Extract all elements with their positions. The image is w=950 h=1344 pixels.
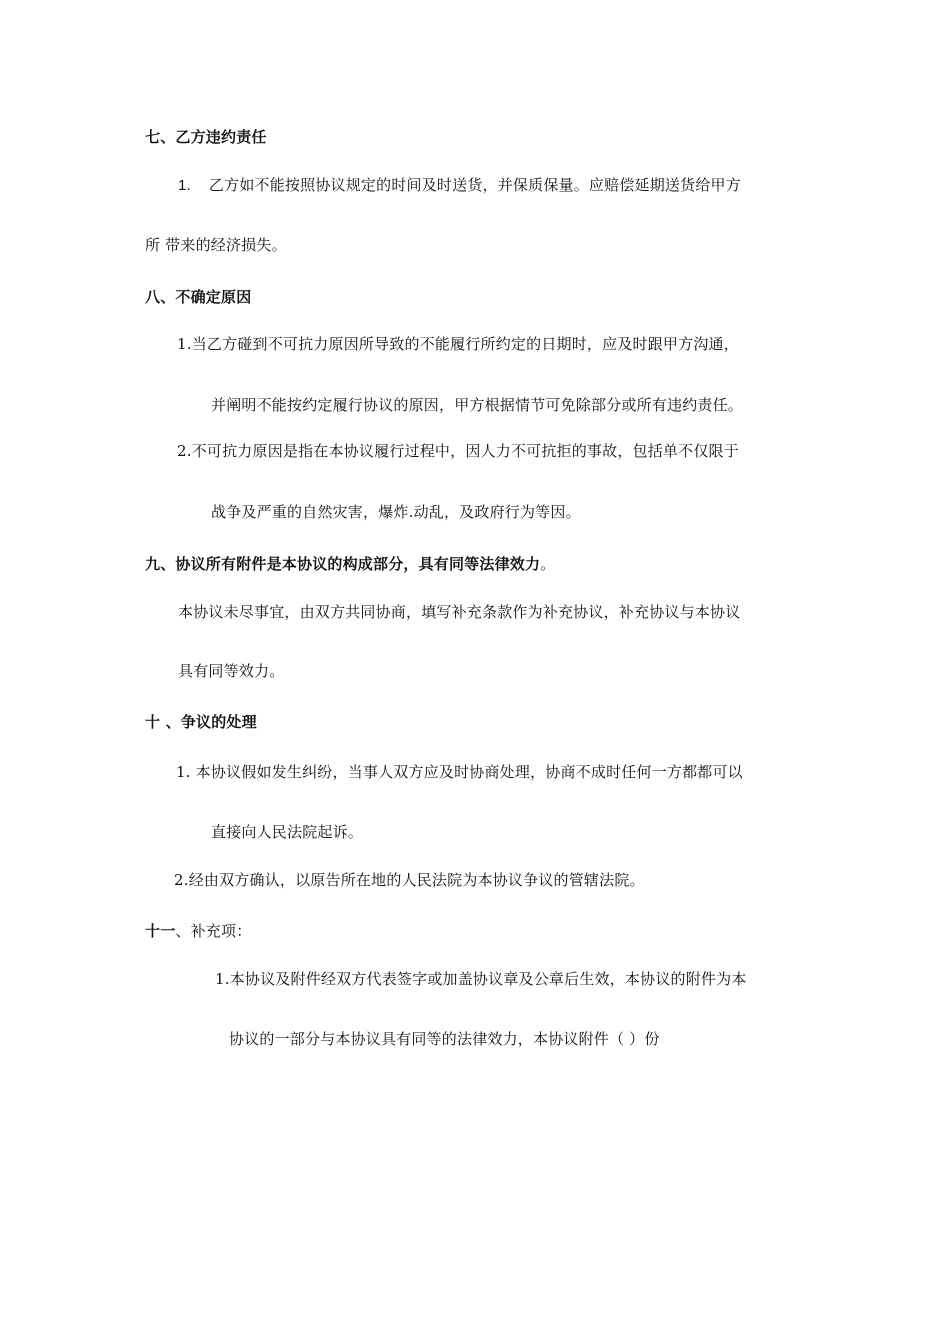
section-7-heading: 七、乙方违约责任 [145, 128, 267, 146]
section-8-item-1: 1.当乙方碰到不可抗力原因所导致的不能履行所约定的日期时，应及时跟甲方沟通， [177, 335, 739, 353]
section-11-item-1-continuation: 协议的一部分与本协议具有同等的法律效力，本协议附件（ ）份 [229, 1030, 660, 1048]
section-8-heading: 八、不确定原因 [145, 288, 252, 306]
section-10-item-1-continuation: 直接向人民法院起诉。 [211, 823, 364, 841]
section-7-item-1 [178, 175, 741, 196]
section-9-paragraph: 本协议未尽事宜，由双方共同协商，填写补充条款作为补充协议，补充协议与本协议 [178, 603, 741, 621]
section-11-heading [145, 921, 251, 941]
item-number: 1. [178, 177, 191, 194]
section-8-item-2-continuation: 战争及严重的自然灾害，爆炸.动乱，及政府行为等因。 [211, 503, 581, 521]
section-11-item-1: 1.本协议及附件经双方代表签字或加盖协议章及公章后生效，本协议的附件为本 [215, 970, 747, 988]
item-text: 乙方如不能按照协议规定的时间及时送货，并保质保量。应赔偿延期送货给甲方 [208, 176, 741, 194]
section-9-paragraph-continuation: 具有同等效力。 [178, 662, 285, 680]
section-10-item-1: 1. 本协议假如发生纠纷，当事人双方应及时协商处理，协商不成时任何一方都都可以 [176, 763, 743, 781]
section-10-heading: 十 、争议的处理 [145, 713, 257, 731]
section-10-item-2: 2.经由双方确认，以原告所在地的人民法院为本协议争议的管辖法院。 [174, 871, 645, 889]
section-8-item-2: 2.不可抗力原因是指在本协议履行过程中，因人力不可抗拒的事故，包括单不仅限于 [177, 442, 739, 460]
section-8-item-1-continuation: 并阐明不能按约定履行协议的原因，甲方根据情节可免除部分或所有违约责任。 [211, 396, 744, 414]
section-9-heading-text: 九、协议所有附件是本协议的构成部分，具有同等法律效力 [145, 555, 541, 573]
section-9-heading [145, 554, 555, 574]
section-11-heading-text: 、补充项： [175, 922, 252, 940]
section-7-item-1-continuation: 所 带来的经济损失。 [145, 236, 287, 254]
section-11-heading-number: 十一 [145, 922, 176, 940]
section-9-heading-period: 。 [540, 555, 556, 573]
